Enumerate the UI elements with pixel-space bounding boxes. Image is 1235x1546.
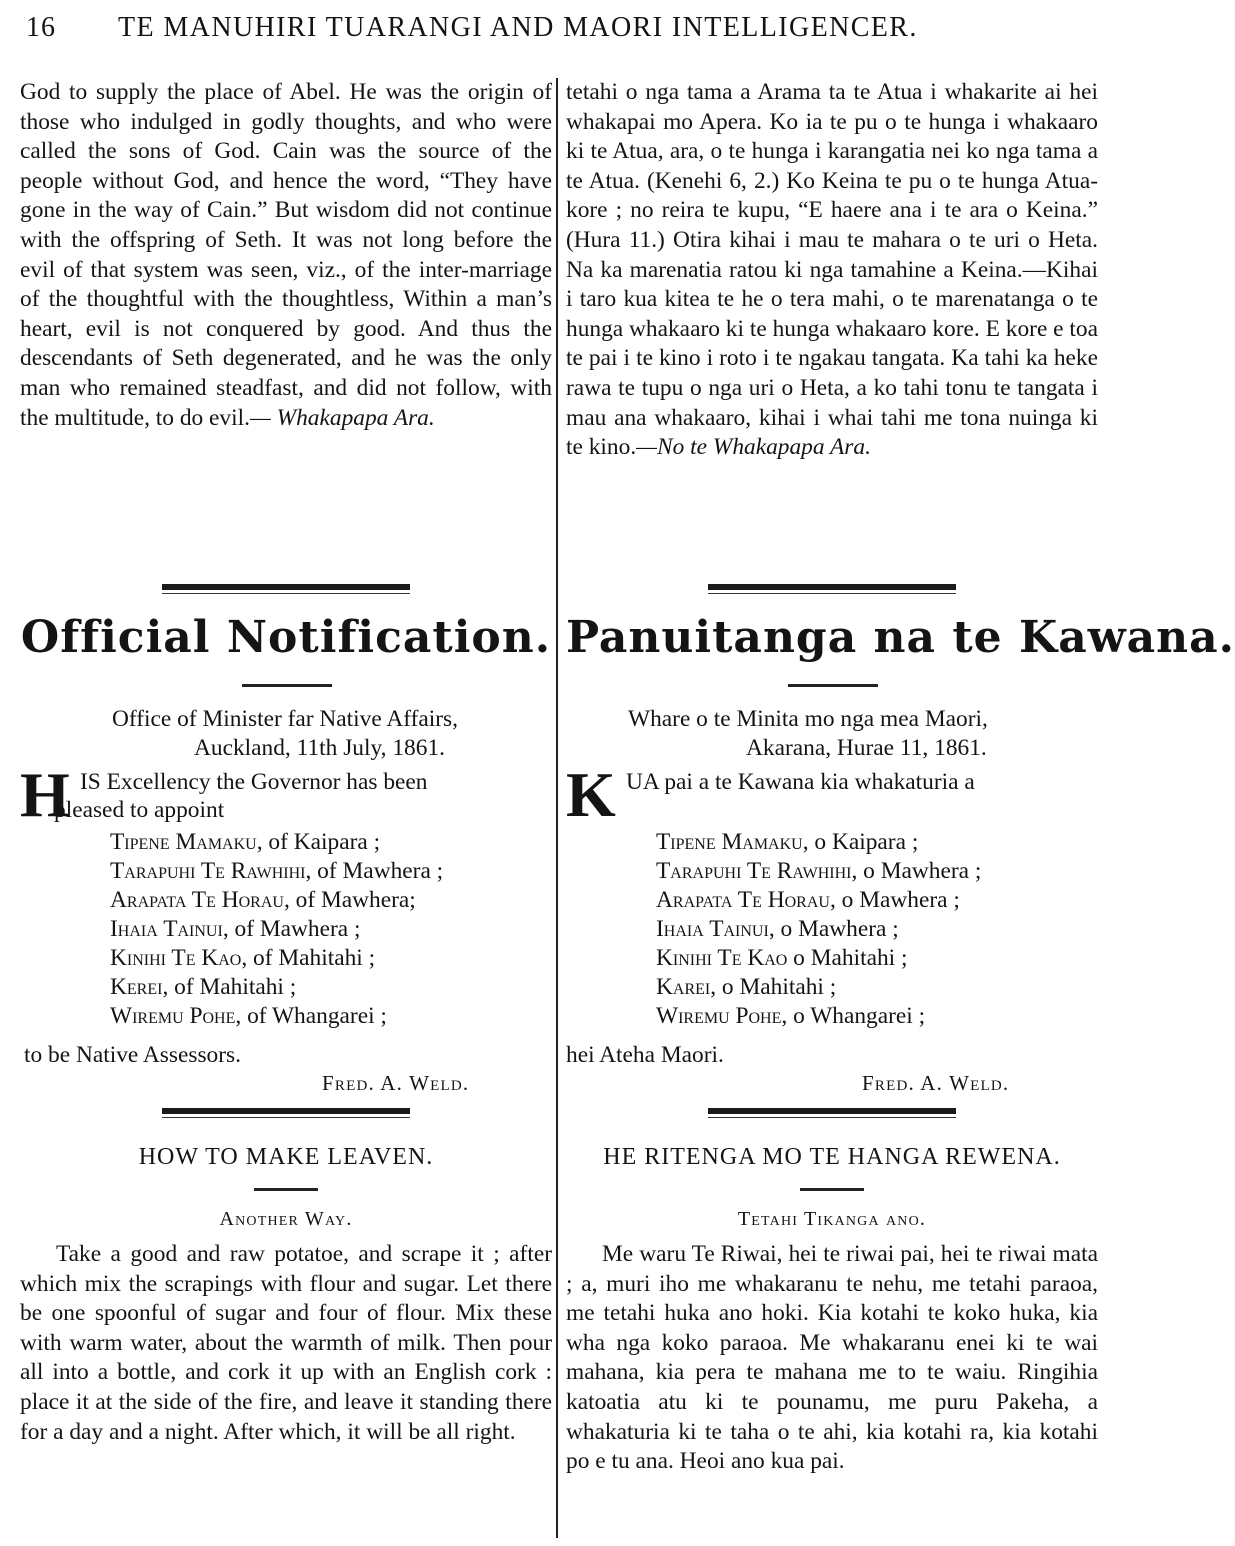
genealogy-paragraph-maori: tetahi o nga tama a Arama ta te Atua i whakarite ai hei whakapai mo Apera. Ko ia te pu o te hunga i whakaaro ki te Atua, ara, o te hunga i karangatia nei ko nga tama a te Atua. (Kenehi 6, 2.) Ko Keina te pu o te hunga Atua-kore ; no reira te kupu, “E haere ana i te ara o Keina.” (Hura 11.) Otira kihai i mau te mahara o te uri o Heta. Na ka marenatia ratou ki nga tamahine a Keina.—Kihai i taro kua kitea te he o tera mahi, o te marenatanga o te hunga whakaaro ki te hunga whakaaro kore. E kore e toa te pai i te kino i roto i te ngakau tangata. Ka tahi ka heke rawa te tupu o nga uri o Heta, a ko tahi tonu te tangata i mau ana whakaaro, kihai i whai tahi me tona nuinga ki te kino.—No te Whakapapa Ara. bbox=[566, 79, 1098, 461]
drop-cap-maori: K bbox=[566, 759, 616, 830]
list-item: Tarapuhi Te Rawhihi, of Mawhera ; bbox=[110, 858, 444, 884]
notice-line-maori: UA pai a te Kawana kia whakaturia a bbox=[626, 769, 975, 795]
notice-heading-maori: Panuitanga na te Kawana. bbox=[566, 612, 1235, 663]
closing-line-english: to be Native Assessors. bbox=[24, 1042, 241, 1068]
notice-heading-english: Official Notification. bbox=[20, 612, 552, 663]
office-date-english: Auckland, 11th July, 1861. bbox=[194, 735, 445, 761]
list-item: Ihaia Tainui, o Mawhera ; bbox=[656, 916, 899, 942]
newspaper-title: TE MANUHIRI TUARANGI AND MAORI INTELLIGENCER. bbox=[118, 12, 918, 43]
assessor-list-maori bbox=[656, 828, 981, 1031]
office-date-maori: Akarana, Hurae 11, 1861. bbox=[746, 735, 987, 761]
leaven-title-maori: HE RITENGA MO TE HANGA REWENA. bbox=[603, 1144, 1061, 1170]
signature-maori: Fred. A. Weld. bbox=[862, 1071, 1010, 1095]
list-item: Arapata Te Horau, of Mawhera; bbox=[110, 887, 416, 913]
signature-english: Fred. A. Weld. bbox=[322, 1071, 470, 1095]
list-item: Arapata Te Horau, o Mawhera ; bbox=[656, 887, 960, 913]
leaven-title-english: HOW TO MAKE LEAVEN. bbox=[138, 1144, 434, 1170]
list-item: Kerei, of Mahitahi ; bbox=[110, 974, 297, 1000]
list-item: Wiremu Pohe, o Whangarei ; bbox=[656, 1003, 926, 1029]
section-rule bbox=[708, 584, 956, 590]
notice-line-english: IS Excellency the Governor has been bbox=[80, 769, 428, 795]
leaven-text-maori: Me waru Te Riwai, hei te riwai pai, hei te riwai mata ; a, muri iho me whakaranu te nehu, me tetahi paraoa, me tetahi huka ano hoki. Kia kotahi te koko huka, kia wha nga koko paraoa. Me whakaranu enei ki te wai mahana, kia pera te mahana me to te waiu. Ringihia katoatia atu ki te pounamu, me puru Pakeha, a whakaturia ki te taha o te ahi, kia kotahi ra, kia kotahi po e tu ana. Heoi ano kua pai. bbox=[566, 1241, 1098, 1475]
list-item: Kinihi Te Kao, of Mahitahi ; bbox=[110, 945, 376, 971]
drop-cap-english: H bbox=[20, 759, 70, 830]
list-item: Tipene Mamaku, of Kaipara ; bbox=[110, 829, 381, 855]
leaven-subtitle-maori: Tetahi Tikanga ano. bbox=[737, 1208, 927, 1230]
section-rule bbox=[162, 1108, 410, 1114]
list-item: Kinihi Te Kao o Mahitahi ; bbox=[656, 945, 908, 971]
list-item: Tarapuhi Te Rawhihi, o Mawhera ; bbox=[656, 858, 982, 884]
office-line-english: Office of Minister far Native Affairs, bbox=[112, 706, 458, 732]
genealogy-source-maori: —No te Whakapapa Ara. bbox=[636, 434, 871, 461]
closing-line-maori: hei Ateha Maori. bbox=[566, 1042, 724, 1068]
title-rule bbox=[254, 1188, 318, 1191]
list-item: Wiremu Pohe, of Whangarei ; bbox=[110, 1003, 387, 1029]
section-rule bbox=[708, 1108, 956, 1114]
heading-rule bbox=[242, 684, 332, 687]
page-number: 16 bbox=[26, 12, 56, 43]
heading-rule bbox=[788, 684, 878, 687]
section-rule bbox=[162, 584, 410, 590]
list-item: Ihaia Tainui, of Mawhera ; bbox=[110, 916, 361, 942]
page-header bbox=[0, 0, 1114, 70]
genealogy-source-english: — Whakapapa Ara. bbox=[249, 404, 435, 431]
list-item: Karei, o Mahitahi ; bbox=[656, 974, 837, 1000]
assessor-list-english bbox=[110, 828, 443, 1031]
office-line-maori: Whare o te Minita mo nga mea Maori, bbox=[628, 706, 988, 732]
column-divider bbox=[556, 78, 558, 1538]
english-column bbox=[20, 78, 552, 1538]
leaven-text-english: Take a good and raw potatoe, and scrape it ; after which mix the scrapings with flour and sugar. Let there be one spoonful of sugar and four of flour. Mix these with warm water, about the warmth of milk. Then pour all into a bottle, and cork it up with an English cork : place it at the side of the fire, and leave it standing there for a day and a night. After which, it will be all right. bbox=[20, 1241, 552, 1445]
notice-line2-english: pleased to appoint bbox=[54, 797, 225, 823]
maori-column bbox=[566, 78, 1235, 1538]
list-item: Tipene Mamaku, o Kaipara ; bbox=[656, 829, 919, 855]
title-rule bbox=[800, 1188, 864, 1191]
genealogy-paragraph-english: God to supply the place of Abel. He was the origin of those who indulged in godly thoughts, and who were called the sons of God. Cain was the source of the people without God, and hence the word, “They have gone in the way of Cain.” But wisdom did not continue with the offspring of Seth. It was not long before the evil of that system was seen, viz., of the inter-marriage of the thoughtful with the thoughtless, Within a man’s heart, evil is not conquered by good. And thus the descendants of Seth degenerated, and he was the only man who remained steadfast, and did not follow, with the multitude, to do evil.— Whakapapa Ara. bbox=[20, 79, 552, 431]
leaven-subtitle-english: Another Way. bbox=[219, 1208, 353, 1230]
